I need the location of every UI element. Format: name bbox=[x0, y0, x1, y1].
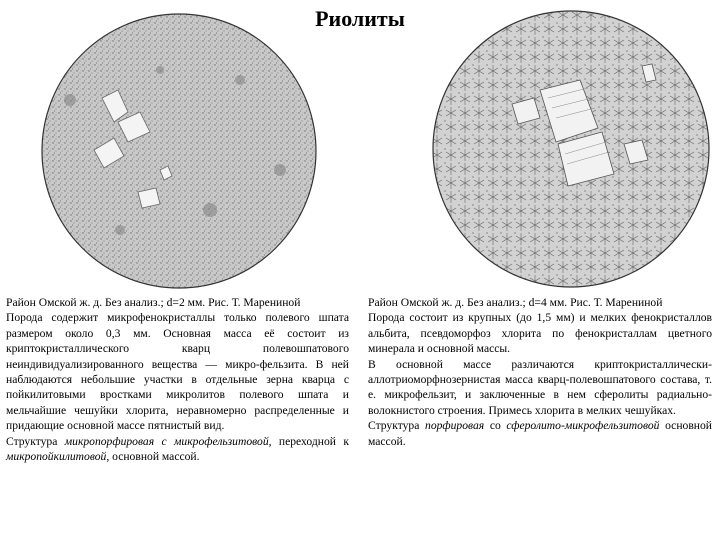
caption-right-body-1: Порода состоит из крупных (до 1,5 мм) и мелких фенокристаллов альбита, псевдоморфоз хлорита по фенокристаллам цветного минерала и основной массы. bbox=[368, 311, 712, 356]
structure-text: со bbox=[484, 419, 507, 433]
caption-left bbox=[6, 295, 349, 464]
structure-text: основной массой. bbox=[109, 450, 200, 464]
structure-label: Структура bbox=[6, 434, 65, 448]
caption-left-source: Район Омской ж. д. Без анализ.; d=2 мм. Рис. Т. Марениной bbox=[6, 296, 301, 309]
structure-term: сферолито-микрофельзитовой bbox=[506, 419, 660, 433]
structure-text: основной массой. bbox=[368, 419, 712, 448]
caption-right-source: Район Омской ж. д. Без анализ.; d=4 мм. Рис. Т. Марениной bbox=[368, 296, 663, 309]
caption-right-body-2: В основной массе различаются криптокристаллически-аллотриоморфнозернистая масса кварц-полевошпатового состава, т. е. микрофельзит, и заключенные в нем сферолиты радиально-волокнистого строения. Примесь хлорита в мелких чешуйках. bbox=[368, 357, 712, 417]
structure-label: Структура bbox=[368, 419, 426, 433]
structure-term: порфировая bbox=[425, 419, 485, 433]
structure-term: микропойкилитовой, bbox=[6, 450, 110, 464]
caption-left-body: Порода содержит микрофенокристаллы только полевого шпата размером около 0,3 мм. Основная масса её состоит из криптокристаллического кварц полевошпатового неиндивидуализированного вещества — микро-фельзита. В ней наблюдаются небольшие участки в отдельные зерна кварца с пойкилитовыми вростками микролитов полевого шпата и мельчайшие чешуйки хлорита, неравномерно распределенные и придающие основной массе пятнистый вид. bbox=[6, 311, 349, 433]
structure-term: микропорфировая с микрофельзитовой, bbox=[64, 434, 272, 448]
page-title: Риолиты bbox=[315, 6, 405, 31]
caption-left-structure bbox=[6, 434, 349, 465]
structure-text: переходной к bbox=[271, 434, 349, 448]
caption-right bbox=[368, 295, 712, 449]
micrograph-left bbox=[10, 10, 348, 292]
micrograph-right bbox=[430, 8, 713, 290]
caption-right-structure bbox=[368, 418, 712, 449]
